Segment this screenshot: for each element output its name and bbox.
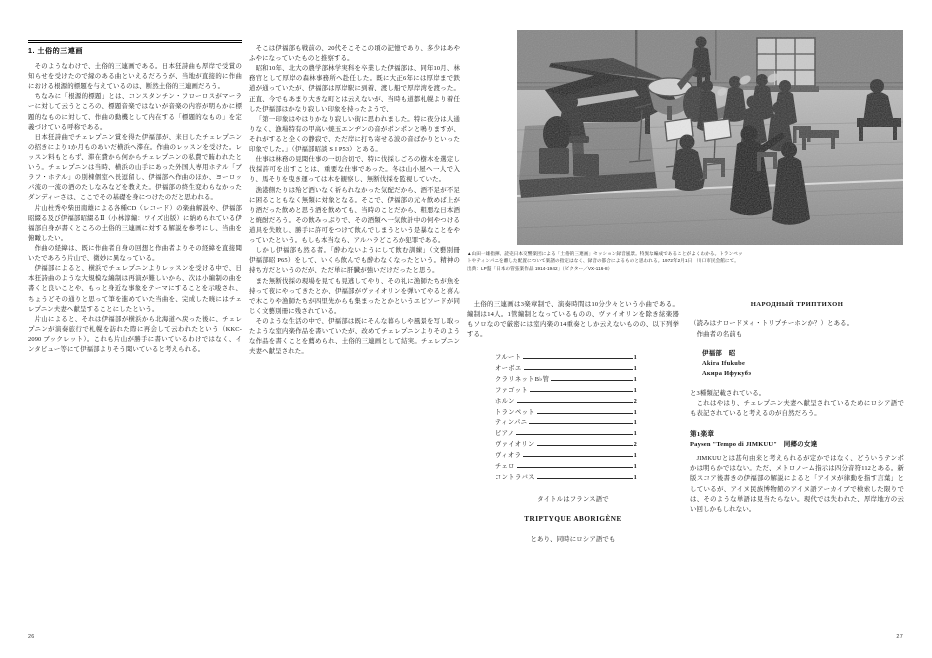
list-item (467, 473, 679, 484)
instrument-count: 1 (633, 365, 637, 373)
instrument-name: オーボエ (495, 365, 522, 373)
names-note: と3種類記載されている。 (690, 389, 766, 397)
composer-name-latin: Akira Ifukube (702, 360, 746, 367)
paragraph: ちなみに「根源的標題」とは、コンスタンチン・フローロスがマーラーに対して云うところの、標題音楽ではないが音楽の内容が明らかに標題的なものに対して、作曲の動機として内在する「標題的なもの」を定義づけている呼称である。 (28, 93, 242, 131)
french-title-lead: タイトルはフランス語で (537, 496, 609, 504)
instrument-name: チェロ (495, 462, 515, 470)
instrument-count: 1 (633, 386, 637, 394)
paragraph: 日本狂詩曲でチェレプニン賞を得た伊福部が、来日したチェレプニンの招きにより1か月ものあいだ横浜へ滞在。作曲のレッスンを受けた。レッスン料もとらず、滞在費から何からチェレプニンの私費で賄われたという。チェレプニンは当時、横浜の山手にあった外国人専用ホテル「ブラフ・ホテル」の別棟個室へ長逗留し、伊福部へ作曲のほか、ヨーロッパ流の一流の酒のたしなみなどを教えた。伊福部の終生変わらなかったダンディーさは、ここでその基礎を身につけたのだと思われる。 (28, 133, 242, 202)
photo-caption (467, 250, 904, 272)
instrument-name: ヴァイオリン (495, 441, 535, 449)
instrument-name: ファゴット (495, 386, 528, 394)
leader-dots (537, 413, 633, 414)
list-item (467, 440, 679, 451)
paragraph: そのような生活の中で、伊福部は既にそんな暮らしや風景を写し取ったような室内楽作品を書いていたが、改めてチェレプニンよりそのような作品を書くことを薦められ、土俗的三連画として結実。チェレプニン夫妻へ献呈された。 (249, 317, 460, 356)
list-item (467, 386, 679, 397)
composer-name-lead: 作曲者の名前も (696, 330, 743, 338)
movement-body: JIMKUUとは甚句由来と考えられるが定かではなく、どういうテンポかは明らかではない。ただ、メトロノーム指示は四分音符112とある。新版スコア後書きの伊福部の解説によると「アイヌが律動を指す言葉」としているが、アイヌ民族博物館のアイヌ語アーカイブで検索した限りでは、そのような単語は見当たらない。現代では失われた、厚岸地方の云い回しかもしれない。 (690, 455, 904, 513)
caption-line: 出典：LP盤「日本の管弦楽作品 1914-1942」（ビクター／VX-116-8） (467, 265, 613, 271)
list-item (467, 462, 679, 473)
leader-dots (537, 445, 633, 446)
list-item (467, 397, 679, 408)
caption-line: ▲山田一雄指揮、読売日本交響楽団による「土俗的三連画」セッション録音風景。特異な編成であることがよくわかる。トランペッ (467, 251, 743, 256)
instrument-name: ヴィオラ (495, 451, 522, 459)
right-page-column-1 (467, 300, 679, 545)
instrument-name: ピアノ (495, 430, 515, 438)
instrument-count: 1 (633, 430, 637, 438)
composer-name-ja: 伊福部 昭 (702, 349, 736, 357)
list-item (467, 353, 679, 364)
instrument-count: 2 (633, 397, 637, 405)
instrument-name: ホルン (495, 397, 515, 405)
paragraph: しかし伊福部も然る者。「酔わないようにして飲む訓練」（文藝別冊 伊福部昭 P65）をして、いくら飲んでも酔わなくなったという。精神の持ち方だというのだが、ただ単に肝臓が強いだけだったと思う。 (249, 247, 460, 275)
composer-name-cyrillic: Акира Ифукубэ (702, 370, 752, 378)
section-heading-block (28, 40, 242, 57)
orchestra-recording-session-photo (517, 30, 903, 245)
work-title-french: TRIPTYQUE ABORIGÈNE (524, 515, 622, 524)
instrument-name: ティンパニ (495, 419, 528, 427)
list-item (467, 375, 679, 386)
instrument-count: 1 (633, 473, 637, 481)
instrument-count: 1 (633, 451, 637, 459)
leader-dots (530, 391, 633, 392)
instrument-count: 1 (633, 408, 637, 416)
dedication-note: これはやはり、チェレプニン夫妻へ献呈されているためにロシア語でも表記されていると考えるのが自然だろう。 (690, 399, 904, 417)
left-page-column-1 (28, 62, 242, 355)
paragraph: 仕事は林務の見聞仕事の一切合切で、特に伐採しごろの樹木を選定し伐採許可を出すことは、重要な仕事であった。冬は山小屋へ一人で入り、馬そりを曳き運っては木を観察し、無断伐採を監視していた。 (249, 156, 460, 184)
instrument-count: 1 (633, 462, 637, 470)
movement-heading: 第1楽章 (690, 431, 715, 439)
movement-subtitle: Paysen "Tempo di JIMKUU" 同郷の女達 (690, 440, 818, 448)
section-heading: 1. 土俗的三連画 (28, 46, 83, 55)
paragraph: 漁港側たりは殆ど酒いなく祈られなかった気配だから、酒不足が不足に困ることもなく無類に対象となる。そこで、伊福部の元々飲めば上がり酒だった飲めと思う酒を飲めても、当時のことだから、粗悪な日本酒と焼酎だろう。その飲みっぷりで、その酒類へ一気飲計中の何やつける道具を失敗し、勝手に許可をつけて飲んでしまうという是暴なことをやっていたという。もしも本当なら、アルハラどころか犯罪である。 (249, 186, 460, 245)
instrument-name: クラリネットB♭管 (495, 376, 550, 384)
instrument-count: 1 (633, 354, 637, 362)
leader-dots (551, 380, 632, 381)
paragraph: 伊福部によると、横浜でチェレプニンよりレッスンを受ける中で、日本狂詩曲のような大規模な編制は再演が難しいから、次は小編制の曲を書くと良いことや、もっと身近な事象をテーマにすることを示唆され、ちょうどその通りと思って筆を進めていた当曲を、完成した暁にはチェレプニン夫妻へ献呈することにしたという。 (28, 265, 242, 313)
instrument-count: 1 (633, 419, 637, 427)
paragraph: そのようなわけで、土俗的三連画である。日本狂詩曲も厚岸で受賞の知らせを受けたので縁のある曲といえるだろうが、当地が直接的に作曲における根源的標題を与えているのは、断然土俗的三連画だろう。 (28, 63, 242, 91)
right-page-column-2 (690, 300, 904, 515)
leader-dots (523, 456, 632, 457)
paragraph: 土俗的三連画は3楽章制で、演奏時間は10分少々という小曲である。編制は14人。1管編制となっているものの、ヴァイオリンを除き絃楽器もソロなので厳密には室内楽の14重奏としか云えないものの、以下列挙する。 (467, 301, 679, 339)
leader-dots (524, 369, 633, 370)
instrumentation-list (467, 353, 679, 483)
paragraph: そこは伊福部も戦前の、20代そこそこの頃の記憶であり、多少はあやふやになっていたものと推察する。 (249, 45, 460, 63)
paragraph: 片山杜秀や柴田南雄による各種CD（レコード）の楽曲解説や、伊福部昭綴る及び伊福部昭綴るⅡ（小林淳編：ワイズ出版）に納められている伊福部自身が書くところの土俗的三連画に対する解説を参考にし、当曲を俯瞰したい。 (28, 204, 242, 242)
composer-name-block (690, 349, 904, 380)
work-title-russian: НАРОДНЫЙ ТРИПТИХОН (750, 301, 844, 308)
list-item (467, 408, 679, 419)
instrument-name: フルート (495, 354, 522, 362)
instrument-count: 1 (633, 376, 637, 384)
left-page-column-2 (249, 44, 460, 357)
paragraph: 「第一印象はやはりかなり寂しい街に思われました。特に夜分は人通りなく、漁場特有の甲高い焼玉エンヂンの音がポンポンと鳴りますが、それがすると全くの静寂で、ただ岸に打ち寄せる波の音ばかりといった印象でした。」（伊福部昭談 S I P53）とある。 (249, 115, 460, 154)
leader-dots (517, 467, 633, 468)
russian-title-lead: とあり、同時にロシア語でも (530, 535, 616, 543)
instrument-name: トランペット (495, 408, 535, 416)
instrument-count: 2 (633, 441, 637, 449)
reading-note: （読みはナロードヌィ・トリプチーホンか？）とある。 (690, 320, 854, 328)
heading-rule (28, 40, 242, 43)
leader-dots (529, 423, 632, 424)
list-item (467, 364, 679, 375)
caption-line: トやティンパニを離した配置について楽譜の指定はなく、録音の都合によるものと思われる。1972年2月1日 川口市民会館にて。 (467, 258, 739, 264)
paragraph: 作曲の経緯は、既に作曲者自身の回想と作曲者よりその経緯を直接聞いたであろう片山で、微妙に異なっている。 (28, 244, 242, 263)
instrument-name: コントラバス (495, 473, 535, 481)
page-number-right: 27 (896, 634, 903, 640)
page-number-left: 26 (28, 634, 35, 640)
leader-dots (516, 434, 632, 435)
list-item (467, 418, 679, 429)
paragraph: 片山によると、それは伊福部が横浜から北海道へ戻った後に、チェレプニンが演奏旅行で札幌を訪れた際に再会して云われたという（KKC-2090 ブックレット）。これも片山が勝手に書いているわけではなく、インタビュー等にて伊福部よりそう聞いていると考えられる。 (28, 315, 242, 354)
leader-dots (537, 478, 633, 479)
leader-dots (517, 402, 633, 403)
list-item (467, 429, 679, 440)
paragraph: 昭和10年、北大の農学部林学実科を卒業した伊福部は、同年10月、林務官として厚岸の森林事務所へ赴任した。既に大正6年には厚岸まで鉄道が通っていたが、伊福部は厚岸駅に到着、渡し船で厚岸湾を渡った。正直、今でもあまり大きな町とは云えないが、当時も道都札幌より着任した伊福部はかなり寂しい印象を持ったようで、 (249, 65, 460, 113)
right-page (466, 0, 932, 658)
leader-dots (523, 358, 632, 359)
paragraph: また無断伐採の現場を見ても見逃してやり、その礼に漁師たちが魚を持って夜にやってきたとか、伊福部がヴァイオリンを弾いてやると喜んで木こりや漁師たちが四里先からも集まったとかというエピソードが同じく文藝別冊に残されている。 (249, 277, 460, 315)
list-item (467, 451, 679, 462)
